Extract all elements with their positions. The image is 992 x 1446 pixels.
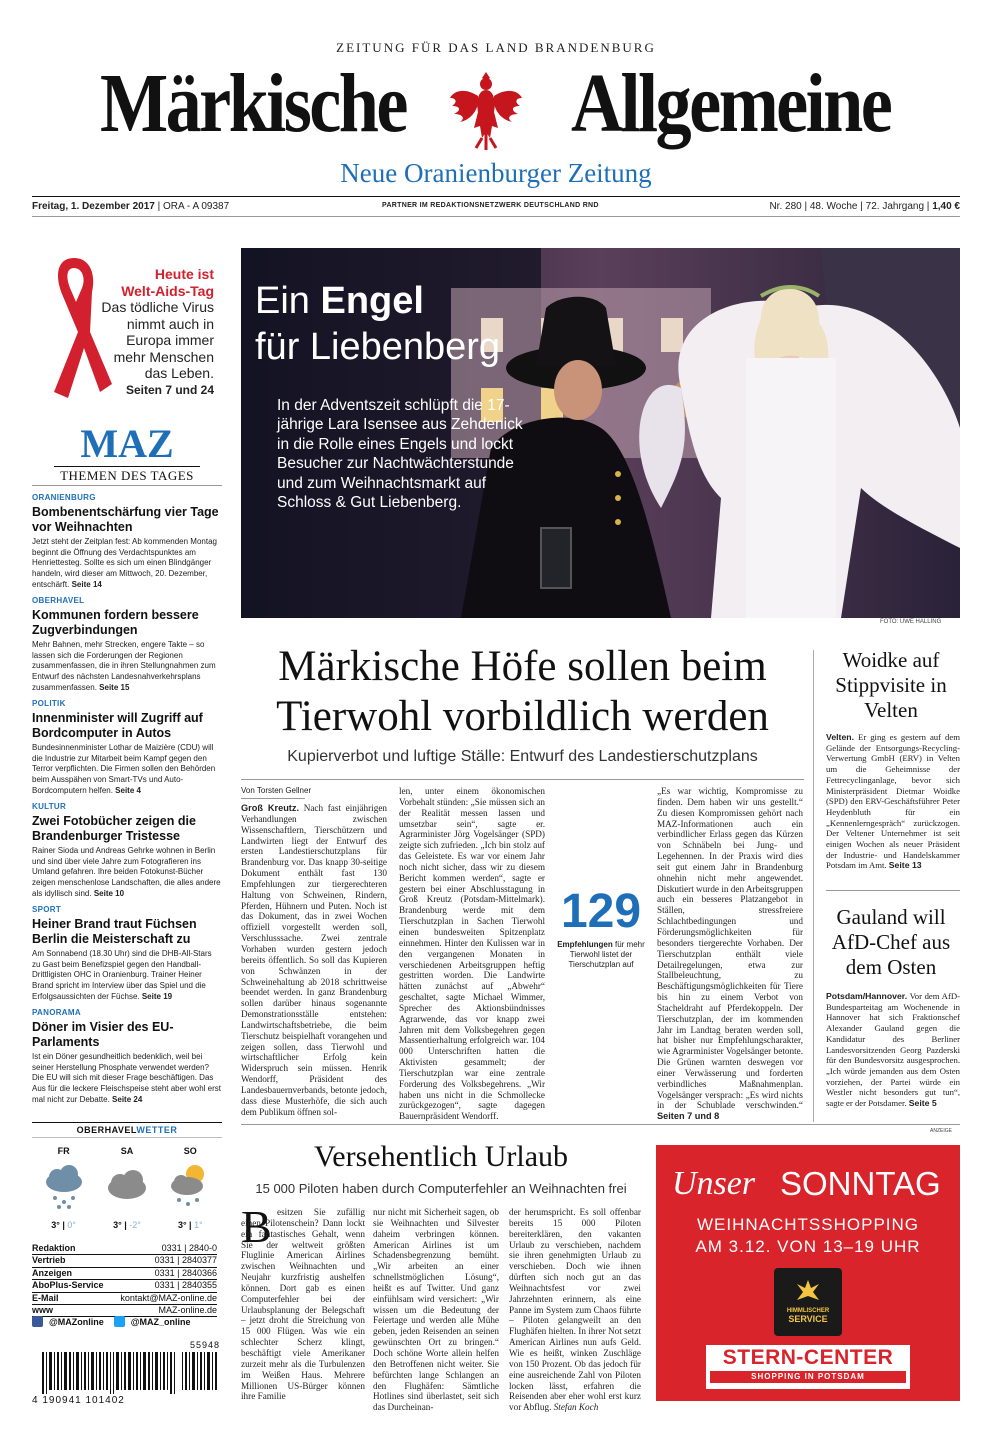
masthead-title-left: Märkische <box>100 57 406 150</box>
stat-number: 129 <box>560 885 642 938</box>
teaser-body: Rainer Sioda und Andreas Gehrke wohnen in Berlin und sind über viele Jahre zum Fotografieren ins Umland gefahren. Ihre beiden Fotokunst-Bücher zeigen menschenlose Landschaften, die alles andere als idyllisch sind. <box>32 846 221 898</box>
byline: Von Torsten Gellner <box>241 786 312 795</box>
main-text-3: „Es war wichtig, Kompromisse zu finden. Dem haben wir uns gestellt.“ Zu diesen Kompromissen gehört nach MAZ-Informationen auch ein verbindlicher Erlass gegen das Kürzen von Schnäbeln bei Jung- und Legehennen. In der Praxis wird dies seit gut einem Jahr in Brandenburg ohnehin nicht mehr angewendet. Diskutiert wurde in den Arbeitsgruppen auch ein besseres Platzangebot in Ställen, stressfreiere Schlachtbedingungen und Förderungsmöglichkeiten für besonders tiergerechte Vorhaben. Der Tierschutzplan enthält viele Detailregelungen, etwa zur Stallbeleuchtung, zu Beschäftigungsmöglichkeiten für Tiere bis hin zu einem Verbot von Stacheldraht auf Pferdekoppeln. Der Tierschutzplan, der im kommenden Jahr im Landtag beraten werden soll, hat bisher nur Empfehlungscharakter, wie Agrarminister Vogelsänger betonte. Die Grünen warnten deswegen vor einer Verwässerung und forderten verbindliches Maßnahmenplan. Vogelsänger versprach: „Es wird nichts in der Schublade verschwinden.“ <box>657 786 803 1111</box>
rule-under-dateline <box>32 216 960 217</box>
main-headline[interactable] <box>241 642 804 742</box>
badge-text-1: HIMMLISCHER <box>786 1308 830 1314</box>
barcode-bars <box>42 1352 218 1394</box>
contact-email-link[interactable]: kontakt@MAZ-online.de <box>120 1292 217 1303</box>
contact-row <box>32 1255 217 1267</box>
weather-day-label: FR <box>57 1146 70 1156</box>
gauland-headline[interactable]: Gauland will AfD-Chef aus dem Osten <box>831 905 951 979</box>
aids-day-teaser[interactable] <box>32 252 222 402</box>
maz-logo: MAZ <box>80 421 174 466</box>
bottom-column-2 <box>373 1207 499 1413</box>
angel-icon <box>793 1276 823 1306</box>
ad-word-2: SONNTAG <box>780 1165 941 1202</box>
stern-center-ad[interactable] <box>656 1145 960 1401</box>
main-headline-line-1: Märkische Höfe sollen beim <box>278 643 767 690</box>
weather-high: 3° <box>113 1220 122 1230</box>
issue-number: Nr. 280 <box>769 201 802 212</box>
teaser-headline: Heiner Brand traut Füchsen Berlin die Meisterschaft zu <box>32 917 197 946</box>
contact-value: 0331 | 2840-0 <box>161 1243 217 1253</box>
photo-credit: FOTO: UWE HALLING <box>880 619 942 625</box>
edition-code: ORA - A 09387 <box>163 201 230 212</box>
woidke-text: Er ging es gestern auf dem Gelände der Entsorgungs-Recycling-Verwertung GmbH (ERV) in Velten um die Geheimnisse der Fettrecyclinganlage, bevor sich Ministerpräsident Dietmar Woidke (SPD) den ERV-Geschäftsführer Peter Heydenbluth für ein „Kennenlerngespräch“ zurückzogen. Der Veltener Unternehmer ist seit einigen Wochen als neuer Präsident der Industrie- und Handelskammer Potsdam im Amt. <box>826 732 960 871</box>
teaser-kicker: KULTUR <box>32 802 67 811</box>
bottom-column-1 <box>241 1201 365 1402</box>
facebook-icon <box>32 1316 43 1327</box>
hero-caption: In der Adventszeit schlüpft die 17-jährige Lara Isensee aus Zehdenick in die Rolle eines Engels und lockt Besucher zur Nachtwächterstunde und zum Weihnachtsmarkt auf Schloss & Gut Liebenberg. <box>277 397 523 512</box>
bottom-text-3: der herumspricht. Es soll offenbar bereits 15 000 Piloten bereiterklären, den vakanten Urlaub zu verschieben, nachdem sie ihren genehmigten Urlaub zu verschieben. Doch wie ihnen dürften sich noch gut an das Weihnachtsfest vor zwei Jahrzehnten erinnern, als eine Panne im System zum Chaos führte – Piloten gelangweilt an den Flughäfen hielten. In ihrer Not setzt American Airlines nun aufs Geld. Wie es heißt, winken Zuschläge von 150 Prozent. Ob das jedoch für eine ausreichende Zahl von Piloten locken lässt, erfahren die Reisenden aber eher wohl erst kurz vor Abflug. <box>509 1207 641 1413</box>
column-divider <box>813 650 814 1122</box>
dateline: Freitag, 1. Dezember 2017 | ORA - A 09387 PARTNER IM REDAKTIONSNETZWERK DEUTSCHLAND RND Nr. 280 | 48. Woche | 72. Jahrgang | 1,40 € <box>32 201 960 212</box>
service-badge <box>774 1268 842 1336</box>
teaser-headline: Kommunen fordern bessere Zugverbindungen <box>32 608 199 637</box>
teaser-body: Am Sonnabend (18.30 Uhr) sind die DHB-All-Stars zu Gast beim Benefizspiel gegen den Handball-Drittligisten OHC in Oranienburg. Trainer Heiner Brand spricht im Interview über das Spiel und die Erfolgsaussichten der Füchse. <box>32 949 212 1001</box>
weather-day-fr: FR 3° | 0° <box>39 1146 89 1230</box>
aids-text: Das tödliche Virus nimmt auch in Europa immer mehr Menschen das Leben. <box>101 299 214 381</box>
teaser-headline: Innenminister will Zugriff auf Bordcomputer in Autos <box>32 711 203 740</box>
contact-value: 0331 | 2840366 <box>154 1267 217 1278</box>
weather-high: 3° <box>51 1220 60 1230</box>
teaser-ref: Seite 14 <box>71 579 102 589</box>
contact-label: Vertrieb <box>32 1255 66 1266</box>
teaser-kicker: POLITIK <box>32 699 66 708</box>
teaser-item-sport[interactable] <box>32 905 222 1003</box>
stern-center-logo <box>706 1345 910 1389</box>
snow-cloud-icon <box>39 1160 89 1212</box>
gauland-body <box>826 991 960 1109</box>
partner-label: PARTNER IM REDAKTIONSNETZWERK DEUTSCHLAND <box>382 202 581 209</box>
teaser-item-oberhavel[interactable] <box>32 596 222 694</box>
weather-low: -2° <box>129 1220 141 1230</box>
gauland-ref: Seite 5 <box>908 1098 937 1109</box>
weather-day-label: SO <box>183 1146 197 1156</box>
stat-caption-bold: Empfehlungen <box>557 940 613 949</box>
brand-name: STERN-CENTER <box>722 1346 894 1369</box>
teaser-body: Ist ein Döner gesundheitlich bedenklich, weil bei seiner Herstellung Phosphate verwendet werden? Die EU will sich mit dieser Frage beschäftigen. Das Aus für die leckere Fleischspeise steht aber wohl erst mal nicht zur Debatte. <box>32 1052 221 1104</box>
maz-themes-header <box>32 421 222 486</box>
twitter-handle[interactable]: @MAZ_online <box>130 1316 191 1327</box>
ad-line-2: AM 3.12. VON 13–19 UHR <box>695 1237 921 1256</box>
contact-row <box>32 1243 217 1255</box>
teaser-item-politik[interactable] <box>32 699 222 797</box>
twitter-icon <box>114 1316 125 1327</box>
main-column-3 <box>657 786 803 1122</box>
weather-title-label: WETTER <box>136 1125 178 1135</box>
woidke-place: Velten. <box>826 732 855 742</box>
teaser-ref: Seite 4 <box>115 785 141 795</box>
hero-title-a: Ein <box>255 280 321 322</box>
barcode <box>32 1340 220 1406</box>
contact-web-link[interactable]: MAZ-online.de <box>158 1305 217 1316</box>
bottom-subhead: 15 000 Piloten haben durch Computerfehler an Weihnachten frei <box>255 1181 627 1196</box>
masthead-tagline: ZEITUNG FÜR DAS LAND BRANDENBURG <box>336 40 656 55</box>
teaser-body: Mehr Bahnen, mehr Strecken, engere Takte – so lassen sich die Forderungen der Regionen zusammenfassen, die in ihren Stellungnahmen zum Entwurf des nächsten Landesnahverkehrsplans zusammenfassen. <box>32 640 216 692</box>
aids-heading-2: Welt-Aids-Tag <box>121 282 214 299</box>
barcode-number: 4 190941 101402 <box>32 1395 125 1406</box>
contact-value: 0331 | 2840377 <box>154 1255 217 1266</box>
contact-table <box>32 1243 217 1317</box>
contact-label: AboPlus-Service <box>32 1280 104 1291</box>
issue-price: 1,40 € <box>932 201 960 212</box>
maz-themes-label: THEMEN DES TAGES <box>54 466 200 486</box>
weather-title-region: OBERHAVEL <box>76 1125 137 1135</box>
bottom-text-2: nur nicht mit Sicherheit sagen, ob sie Weihnachten und Silvester daheim verbringen können. American Airlines ist um Schadensbegrenzung bemüht. „Wir arbeiten an einer schnellstmöglichen Lösung“, heißt es auf Twitter. Und ganz einfühlsam wird versichert: „Wir wissen um die Bedeutung der Feiertage und werden alle Mühe geben, jeden Reisenden an seinen gewünschten Ort zu bringen.“ Doch schöne Worte allein helfen den Betroffenen nicht weiter. Sie befürchten lange Schlangen an den Flughäfen: Sämtliche Hotlines sind überlastet, seit sich das Durcheinan- <box>373 1207 499 1413</box>
facebook-handle[interactable]: @MAZonline <box>49 1316 104 1327</box>
weather-day-so: SO 3° | 1° <box>165 1146 215 1230</box>
teaser-item-kultur[interactable] <box>32 802 222 900</box>
teaser-headline: Döner im Visier des EU-Parlaments <box>32 1020 174 1049</box>
rule-top <box>32 196 960 197</box>
contact-label: Redaktion <box>32 1243 76 1253</box>
contact-row <box>32 1293 217 1305</box>
rule-right <box>826 890 960 891</box>
bottom-author: Stefan Koch <box>553 1402 599 1413</box>
barcode-addon-number: 55948 <box>189 1340 220 1350</box>
hero-title-b: Engel <box>320 280 424 322</box>
ad-line-1: WEIHNACHTSSHOPPING <box>696 1215 920 1234</box>
weather-low: 0° <box>67 1220 77 1230</box>
woidke-body <box>826 732 960 871</box>
stat-caption: für mehr Tierwohl listet der Tierschutzplan auf <box>568 940 645 969</box>
bottom-headline[interactable]: Versehentlich Urlaub <box>313 1140 569 1173</box>
rule-themes <box>32 485 222 486</box>
cloud-icon <box>102 1160 152 1212</box>
main-text-2: len, unter einem ökonomischen Vorbehalt stünden: „Sie müssen sich an der Realität messen lassen und umsetzbar sein“, sagte er. Agrarminister Jörg Vogelsänger (SPD) zeigte sich zufrieden. „Ich bin stolz auf das Geleistete. Es war vor einem Jahr noch nicht sicher, dass wir zu diesem Bericht kommen werden“, sagte er gestern bei einer Abschlusstagung in Groß Kreutz (Potsdam-Mittelmark). Brandenburg werde mit dem Tierschutzplan in Sachen Tierwohl einen bundesweiten Spitzenplatz einnehmen. Hinter den Kulissen war in den vergangenen Monaten in verschiedenen Arbeitsgruppen heftig gestritten worden. Die Landwirte hätten zunächst auf „Abwehr“ geschaltet, sagte Michael Wimmer, Sprecher des Aktionsbündnisses Agrarwende, das vor knapp zwei Jahren mit dem Volksbegehren gegen Massentierhaltung erfolgreich war. 104 000 Unterschriften hatten die Aktivisten gesammelt; der Tierschutzplan war eine zentrale Forderung des Volksbegehrens. „Wir haben uns nicht in die Schmollecke zurückgezogen“, sagte dagegen Bauernpräsident Wendorff. <box>399 786 545 1122</box>
hero-title-c: für Liebenberg <box>255 326 501 368</box>
teaser-kicker: ORANIENBURG <box>32 493 96 502</box>
eagle-crest-icon <box>448 68 524 152</box>
teaser-headline: Bombenentschärfung vier Tage vor Weihnachten <box>32 505 219 534</box>
main-column-2 <box>399 786 545 1122</box>
contact-label: E-Mail <box>32 1292 59 1303</box>
weather-high: 3° <box>177 1220 187 1230</box>
brand-sub: SHOPPING IN POTSDAM <box>710 1371 906 1383</box>
contact-label: www <box>32 1305 54 1316</box>
rule-main <box>241 779 804 780</box>
masthead-title-right: Allgemeine <box>570 57 890 150</box>
weather-low: 1° <box>194 1220 203 1230</box>
hero-photo[interactable] <box>241 248 960 618</box>
gauland-place: Potsdam/Hannover. <box>826 991 908 1001</box>
stat-box <box>556 885 646 970</box>
teaser-kicker: PANORAMA <box>32 1008 81 1017</box>
drop-cap: B <box>241 1201 272 1252</box>
weather-day-label: SA <box>120 1146 134 1156</box>
main-text-1: Nach fast einjährigen Verhandlungen zwischen Wissenschaftlern, Tierschützern und Landwirten liegt der Entwurf des ersten Landestierschutzplans für Brandenburg vor. Das knapp 30-seitige Dokument enthält fast 130 Empfehlungen zur tiergerechteren Haltung von Schweinen, Rindern, Pferden, Hühnern und Puten. Noch ist das Dokument, das in zwei Wochen offiziell vorgestellt werden soll, Verschlusssache. Zwei zentrale Vorhaben wurden gestern jedoch bereits öffentlich. So soll das Kupieren von Schwänzen in der Schweinehaltung ab 2018 schrittweise beendet werden. In ganz Brandenburg sollen darüber hinaus sogenannte Demonstrationsställe entstehen: Landwirtschaftsbetriebe, die beim Tierschutz beispielhaft vorangehen und zeigen sollen, dass Tierwohl und wirtschaftlicher Erfolg kein Widerspruch sein müssen. Henrik Wendorff, Präsident des Landesbauernverbands, betonte jedoch, dass diese Musterhöfe, die sich auch dem Publikum öffnen sol- <box>241 803 387 1117</box>
teaser-body: Jetzt steht der Zeitplan fest: Ab kommenden Montag beginnt die Öffnung des Verdachtspunktes am Henriettesteg. Sollte es sich um einen Blindgänger handeln, wird dieser am Mittwoch, 20. Dezember, entschärft. <box>32 537 217 589</box>
contact-value: 0331 | 2840355 <box>154 1280 217 1291</box>
aids-ref: Seiten 7 und 24 <box>125 382 214 397</box>
ad-label: ANZEIGE <box>930 1128 952 1134</box>
main-ref: Seiten 7 und 8 <box>657 1111 720 1122</box>
bottom-text-1: esitzen Sie zufällig einen Pilotenschein? Dann lockt ein fantastisches Gehalt, wenn Sie der weltweit größten Fluglinie American Airlines zwischen Weihnachten und Neujahr kurzfristig aushelfen können. Dort gab es einen Computerfehler bei der Urlaubsplanung der Belegschaft – jetzt droht die Streichung von 15 000 Flügen. Was wie ein schlechter Scherz klingt, beschäftigt viele Amerikaner zurzeit mehr als die Turbulenzen im Weißen Haus. Mehrere Millionen US-Bürger können ihre Familie <box>241 1207 365 1402</box>
bottom-column-3 <box>509 1207 641 1413</box>
teaser-headline: Zwei Fotobücher zeigen die Brandenburger Tristesse <box>32 814 196 843</box>
issue-date: Freitag, 1. Dezember 2017 <box>32 201 155 212</box>
sun-snow-cloud-icon <box>165 1160 215 1212</box>
hero-title <box>255 278 500 370</box>
ad-word-1: Unser <box>672 1165 756 1202</box>
rnd-logo: RND <box>582 202 599 209</box>
main-column-1 <box>241 803 387 1117</box>
woidke-ref: Seite 13 <box>888 860 922 871</box>
rule-byline <box>241 798 305 799</box>
aids-heading-1: Heute ist <box>154 266 214 282</box>
contact-row <box>32 1280 217 1292</box>
teaser-ref: Seite 24 <box>112 1094 143 1104</box>
woidke-headline[interactable]: Woidke auf Stippvisite in Velten <box>835 648 947 722</box>
rule-bottom <box>241 1124 960 1125</box>
weather-day-sa: SA 3° | -2° <box>102 1146 152 1230</box>
teaser-kicker: SPORT <box>32 905 62 914</box>
teaser-body: Bundesinnenminister Lothar de Maizière (CDU) will die Industrie zur Mitarbeit beim Kampf gegen den Terror verpflichten. Die Firmen sollen den Behörden beim Ausspähen von Smart-TVs und Auto-Bordcomputern helfen. <box>32 743 216 795</box>
teaser-ref: Seite 10 <box>93 888 125 898</box>
teaser-item-panorama[interactable] <box>32 1008 222 1106</box>
teaser-kicker: OBERHAVEL <box>32 596 85 605</box>
teaser-ref: Seite 19 <box>141 991 173 1001</box>
masthead-subtitle: Neue Oranienburger Zeitung <box>340 158 652 188</box>
weather-box <box>32 1122 222 1230</box>
issue-week: 48. Woche <box>809 201 858 212</box>
social-links <box>32 1316 222 1327</box>
contact-row <box>32 1268 217 1280</box>
badge-text-2: SERVICE <box>788 1314 828 1324</box>
main-headline-line-2: Tierwohl vorbildlich werden <box>276 693 769 740</box>
dateline-place: Groß Kreutz. <box>241 803 300 813</box>
issue-year: 72. Jahrgang <box>865 201 925 212</box>
teaser-ref: Seite 15 <box>99 682 130 692</box>
gauland-text: Vor dem AfD-Bundesparteitag am Wochenende in Hannover hat sich Fraktionschef Alexander Gauland gegen die Kandidatur des Berliner Landesvorsitzenden Georg Pazderski für den Bundesvorsitz ausgesprochen. „Ich würde jemanden aus dem Osten vorziehen, der Partei würde ein Westler nicht besonders gut tun“, sagte er der Potsdamer. <box>826 991 961 1109</box>
masthead <box>0 58 992 150</box>
main-subhead: Kupierverbot und luftige Ställe: Entwurf des Landestierschutzplans <box>287 748 758 765</box>
contact-label: Anzeigen <box>32 1267 73 1278</box>
teaser-item-oranienburg[interactable] <box>32 493 222 591</box>
